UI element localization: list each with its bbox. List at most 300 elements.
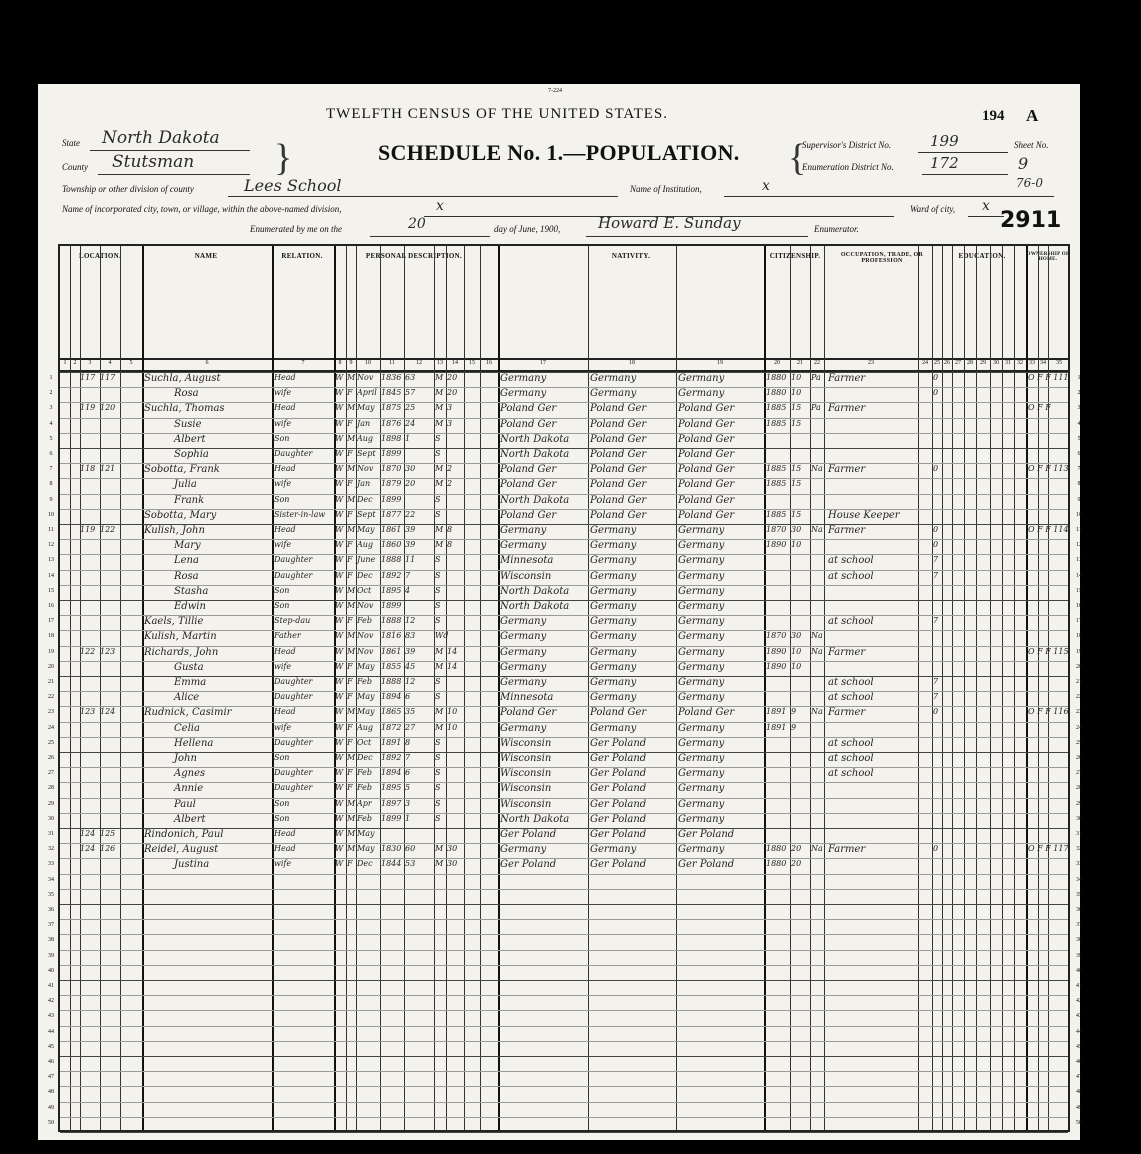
column-number: 8	[338, 360, 342, 366]
ward-label: Ward of city,	[910, 204, 956, 214]
column-number: 29	[980, 360, 986, 366]
cell-color: W	[335, 692, 344, 702]
row-number: 31	[1076, 831, 1082, 837]
row-number: 3	[49, 405, 53, 412]
cell-res: 9	[791, 722, 797, 732]
cell-month: Dec	[357, 494, 373, 504]
cell-mar: M	[435, 844, 444, 854]
row-number: 13	[1076, 557, 1082, 564]
row-number: 46	[48, 1059, 54, 1065]
cell-rel: Son	[274, 433, 290, 443]
cell-mar: S	[435, 753, 441, 762]
cell-rel: Head	[274, 373, 296, 382]
cell-year: 1830	[381, 844, 402, 854]
cell-rel: Head	[274, 829, 296, 838]
column-number: 10	[365, 360, 371, 366]
cell-mar: M	[435, 388, 444, 398]
cell-color: W	[335, 737, 344, 747]
row-number: 45	[1076, 1043, 1082, 1050]
cell-rel: Daughter	[274, 768, 313, 778]
cell-mother: Germany	[678, 677, 725, 688]
row-number: 27	[1076, 770, 1082, 777]
column-number: 9	[349, 360, 353, 366]
institution-label: Name of Institution,	[630, 184, 702, 194]
cell-sex: M	[347, 753, 356, 762]
column-number: 15	[469, 360, 475, 366]
cell-sex: M	[347, 585, 356, 595]
row-number: 28	[1076, 785, 1082, 792]
cell-father: Germany	[590, 692, 637, 704]
row-number: 10	[48, 511, 54, 518]
row-number: 29	[48, 800, 54, 807]
cell-occ: House Keeper	[828, 509, 900, 521]
cell-name: Stasha	[174, 585, 209, 597]
column-number: 17	[540, 360, 546, 366]
cell-occ: Farmer	[828, 525, 866, 536]
cell-mother: Poland Ger	[678, 464, 735, 476]
row-number: 16	[1076, 603, 1082, 609]
cell-imm: 1885	[766, 403, 787, 413]
cell-year: 1894	[381, 768, 402, 778]
cell-name: Lena	[174, 555, 199, 567]
cell-month: May	[357, 692, 375, 702]
cell-mar: M	[435, 859, 444, 869]
cell-yrs: 14	[447, 646, 458, 656]
cell-father: Ger Poland	[590, 737, 647, 749]
column-number: 12	[416, 360, 422, 366]
township-label: Township or other division of county	[62, 184, 194, 194]
row-number: 50	[1076, 1119, 1082, 1126]
cell-sex: M	[347, 403, 356, 413]
cell-yrs: 2	[447, 479, 453, 489]
cell-birth: North Dakota	[500, 494, 570, 506]
cell-nat: Pa	[811, 373, 821, 382]
cell-color: W	[335, 570, 344, 580]
cell-occ: at school	[828, 616, 874, 628]
cell-sex: M	[347, 798, 356, 808]
cell-father: Germany	[590, 525, 637, 536]
column-number: 5	[129, 360, 133, 366]
cell-name: Rudnick, Casimir	[144, 707, 232, 719]
cell-mother: Germany	[678, 783, 725, 795]
cell-name: Richards, John	[144, 646, 219, 658]
row-number: 23	[1076, 709, 1082, 716]
row-number: 4	[1077, 420, 1081, 427]
cell-age: 39	[405, 646, 416, 656]
cell-name: Rosa	[174, 570, 199, 582]
cell-res: 20	[791, 844, 802, 854]
institution-value: x	[762, 178, 770, 194]
cell-mar: S	[435, 509, 441, 519]
cell-mother: Germany	[678, 555, 725, 567]
cell-mother: Germany	[678, 631, 725, 643]
cell-month: Nov	[357, 646, 374, 656]
cell-sex: F	[347, 859, 353, 869]
cell-sex: F	[347, 616, 353, 626]
cell-color: W	[335, 798, 344, 808]
cell-name: Emma	[174, 677, 207, 688]
cell-name: Gusta	[174, 661, 204, 673]
row-number: 42	[1076, 998, 1082, 1005]
cell-birth: Wisconsin	[500, 783, 552, 795]
cell-rel: wife	[274, 388, 292, 398]
cell-year: 1891	[381, 737, 402, 747]
row-number: 40	[48, 967, 54, 974]
cell-month: May	[357, 844, 375, 854]
cell-sex: M	[347, 829, 356, 838]
cell-occ: Farmer	[828, 373, 866, 384]
cell-birth: Germany	[500, 631, 547, 643]
row-number: 49	[48, 1104, 54, 1111]
cell-age: 63	[405, 373, 416, 382]
enumerator-signature: Howard E. Sunday	[598, 214, 741, 232]
cell-imm: 1890	[766, 646, 787, 656]
cell-rel: wife	[274, 418, 292, 428]
cell-edu: 7	[933, 555, 939, 565]
cell-name: Sobotta, Frank	[144, 464, 220, 476]
row-number: 29	[1076, 800, 1082, 807]
cell-name: Edwin	[174, 601, 206, 612]
cell-occ: Farmer	[828, 707, 866, 719]
cell-nat: Na	[811, 464, 823, 474]
cell-age: 24	[405, 418, 416, 428]
cell-age: 60	[405, 844, 416, 854]
cell-color: W	[335, 449, 344, 458]
row-number: 33	[1076, 861, 1082, 868]
cell-year: 1899	[381, 813, 402, 823]
cell-father: Poland Ger	[590, 418, 647, 430]
cell-own: O F F 113	[1028, 464, 1069, 474]
row-number: 30	[1076, 815, 1082, 822]
column-number: 23	[868, 360, 874, 366]
row-number: 26	[1076, 755, 1082, 761]
cell-age: 22	[405, 509, 416, 519]
row-number: 39	[48, 952, 54, 959]
cell-name: Julia	[174, 479, 197, 491]
cell-sex: F	[347, 388, 353, 398]
cell-color: W	[335, 540, 344, 550]
incorporated-value: x	[436, 198, 444, 214]
cell-fam: 121	[100, 464, 116, 474]
enumeration-label: Enumeration District No.	[802, 162, 894, 172]
enumerated-day: 20	[408, 216, 426, 232]
column-number: 7	[301, 360, 305, 366]
cell-yrs: 30	[447, 859, 458, 869]
cell-own: O F F 114	[1028, 525, 1069, 534]
cell-month: Feb	[357, 677, 372, 686]
cell-father: Germany	[590, 601, 637, 612]
cell-occ: at school	[828, 768, 874, 780]
cell-name: Kulish, John	[144, 525, 205, 536]
cell-rel: wife	[274, 479, 292, 489]
cell-mar: S	[435, 585, 441, 595]
row-number: 7	[49, 466, 53, 473]
cell-sex: F	[347, 570, 353, 580]
cell-father: Germany	[590, 373, 637, 384]
cell-imm: 1885	[766, 464, 787, 474]
cell-dw: 119	[80, 525, 96, 534]
cell-month: Oct	[357, 737, 372, 747]
cell-month: Aug	[357, 433, 374, 443]
cell-yrs: 8	[447, 525, 453, 534]
cell-name: Alice	[174, 692, 200, 704]
cell-rel: Head	[274, 707, 296, 717]
cell-res: 10	[791, 373, 802, 382]
column-number: 22	[814, 360, 820, 366]
cell-mar: M	[435, 373, 444, 382]
cell-age: 5	[405, 783, 411, 793]
cell-edu: 0	[933, 707, 939, 717]
cell-rel: Son	[274, 753, 290, 762]
row-number: 18	[48, 633, 54, 640]
cell-month: Jan	[357, 418, 371, 428]
row-number: 36	[1076, 907, 1082, 913]
cell-fam: 126	[100, 844, 116, 854]
cell-birth: Wisconsin	[500, 753, 552, 764]
cell-father: Germany	[590, 646, 637, 658]
row-number: 7	[1077, 466, 1081, 473]
cell-birth: Germany	[500, 646, 547, 658]
census-title: TWELFTH CENSUS OF THE UNITED STATES.	[326, 106, 669, 122]
cell-year: 1836	[381, 373, 402, 382]
cell-age: 39	[405, 540, 416, 550]
cell-name: Annie	[174, 783, 204, 795]
cell-mother: Poland Ger	[678, 494, 735, 506]
cell-mother: Germany	[678, 540, 725, 552]
row-number: 46	[1076, 1059, 1082, 1065]
form-number: 7-224	[548, 88, 562, 94]
cell-sex: M	[347, 433, 356, 443]
cell-father: Poland Ger	[590, 433, 647, 445]
cell-edu: 7	[933, 677, 939, 686]
cell-birth: North Dakota	[500, 813, 570, 825]
row-number: 40	[1076, 967, 1082, 974]
cell-color: W	[335, 768, 344, 778]
cell-mar: M	[435, 646, 444, 656]
cell-father: Germany	[590, 661, 637, 673]
cell-color: W	[335, 646, 344, 656]
cell-color: W	[335, 555, 344, 565]
row-number: 20	[48, 663, 54, 670]
row-number: 20	[1076, 663, 1082, 670]
row-number: 12	[48, 542, 54, 549]
cell-mother: Germany	[678, 373, 725, 384]
row-number: 32	[1076, 846, 1082, 853]
cell-father: Poland Ger	[590, 449, 647, 460]
cell-month: Feb	[357, 616, 372, 626]
cell-color: W	[335, 859, 344, 869]
cell-sex: M	[347, 373, 356, 382]
cell-age: 3	[405, 798, 411, 808]
cell-year: 1888	[381, 616, 402, 626]
header-personal: PERSONAL DESCRIPTION.	[365, 252, 463, 260]
row-number: 41	[1076, 983, 1082, 989]
cell-name: Rosa	[174, 388, 199, 400]
cell-color: W	[335, 433, 344, 443]
cell-res: 15	[791, 418, 802, 428]
cell-father: Germany	[590, 631, 637, 643]
cell-imm: 1885	[766, 479, 787, 489]
cell-birth: Ger Poland	[500, 859, 557, 871]
cell-sex: F	[347, 418, 353, 428]
cell-name: Paul	[174, 798, 196, 810]
row-number: 1	[1077, 375, 1081, 381]
cell-fam: 120	[100, 403, 116, 413]
cell-age: 83	[405, 631, 416, 641]
cell-dw: 122	[80, 646, 96, 656]
row-number: 12	[1076, 542, 1082, 549]
header-education: EDUCATION.	[958, 252, 1006, 260]
row-number: 23	[48, 709, 54, 716]
cell-rel: Son	[274, 601, 290, 610]
cell-father: Germany	[590, 585, 637, 597]
cell-month: May	[357, 661, 375, 671]
cell-birth: Wisconsin	[500, 768, 552, 780]
header-location: LOCATION.	[78, 252, 122, 260]
cell-mother: Poland Ger	[678, 449, 735, 460]
cell-birth: Germany	[500, 844, 547, 856]
cell-color: W	[335, 829, 344, 838]
cell-sex: M	[347, 631, 356, 641]
cell-age: 7	[405, 570, 411, 580]
cell-birth: Wisconsin	[500, 737, 552, 749]
cell-mother: Poland Ger	[678, 433, 735, 445]
column-number: 24	[922, 360, 928, 366]
cell-year: 1872	[381, 722, 402, 732]
cell-month: Dec	[357, 859, 373, 869]
cell-year: 1888	[381, 555, 402, 565]
row-number: 38	[1076, 937, 1082, 944]
row-number: 27	[48, 770, 54, 777]
cell-father: Ger Poland	[590, 829, 647, 840]
column-number: 6	[205, 360, 209, 366]
cell-color: W	[335, 464, 344, 474]
cell-father: Germany	[590, 844, 637, 856]
cell-res: 9	[791, 707, 797, 717]
cell-father: Germany	[590, 570, 637, 582]
cell-edu: 0	[933, 844, 939, 854]
cell-res: 10	[791, 646, 802, 656]
header-name: NAME	[194, 252, 218, 260]
column-number: 28	[967, 360, 973, 366]
row-number: 33	[48, 861, 54, 868]
row-number: 37	[1076, 922, 1082, 929]
cell-mother: Germany	[678, 844, 725, 856]
row-number: 48	[48, 1089, 54, 1096]
cell-birth: Poland Ger	[500, 509, 557, 521]
cell-mar: M	[435, 464, 444, 474]
cell-edu: 0	[933, 540, 939, 550]
row-number: 48	[1076, 1089, 1082, 1096]
cell-own: O F F	[1028, 403, 1051, 413]
cell-occ: at school	[828, 570, 874, 582]
cell-father: Ger Poland	[590, 798, 647, 810]
cell-age: 39	[405, 525, 416, 534]
cell-imm: 1890	[766, 540, 787, 550]
cell-birth: Germany	[500, 616, 547, 628]
cell-name: Albert	[174, 433, 206, 445]
cell-year: 1861	[381, 525, 402, 534]
cell-rel: Head	[274, 464, 296, 474]
cell-yrs: 2	[447, 464, 453, 474]
row-number: 39	[1076, 952, 1082, 959]
cell-age: 1	[405, 813, 411, 823]
row-number: 34	[1076, 876, 1082, 883]
cell-age: 20	[405, 479, 416, 489]
state-label: State	[62, 138, 80, 148]
column-number: 1	[63, 360, 67, 366]
cell-mother: Germany	[678, 768, 725, 780]
row-number: 17	[1076, 618, 1082, 625]
column-number: 34	[1040, 360, 1046, 366]
header-citizenship: CITIZENSHIP.	[769, 252, 821, 260]
cell-mother: Germany	[678, 616, 725, 628]
cell-rel: Head	[274, 844, 296, 854]
row-number: 24	[1076, 724, 1082, 731]
cell-edu: 7	[933, 692, 939, 702]
cell-father: Ger Poland	[590, 768, 647, 780]
cell-imm: 1890	[766, 661, 787, 671]
cell-year: 1899	[381, 494, 402, 504]
cell-edu: 0	[933, 464, 939, 474]
cell-mother: Germany	[678, 525, 725, 536]
header-ownership: OWNERSHIP OF HOME.	[1026, 252, 1070, 262]
row-number: 21	[1076, 679, 1082, 685]
cell-mother: Ger Poland	[678, 859, 735, 871]
cell-mar: S	[435, 813, 441, 823]
row-number: 43	[1076, 1013, 1082, 1020]
cell-birth: Minnesota	[500, 692, 554, 704]
cell-birth: North Dakota	[500, 601, 570, 612]
cell-mother: Germany	[678, 661, 725, 673]
cell-year: 1875	[381, 403, 402, 413]
cell-mother: Germany	[678, 585, 725, 597]
cell-name: Justina	[174, 859, 210, 871]
cell-rel: Sister-in-law	[274, 509, 326, 519]
cell-sex: F	[347, 677, 353, 686]
cell-mother: Germany	[678, 601, 725, 612]
row-number: 21	[48, 679, 54, 685]
cell-month: Apr	[357, 798, 372, 808]
row-number: 10	[1076, 511, 1082, 518]
cell-name: Frank	[174, 494, 205, 506]
cell-yrs: 30	[447, 844, 458, 854]
row-number: 50	[48, 1119, 54, 1126]
cell-mar: S	[435, 677, 441, 686]
cell-yrs: 3	[447, 418, 453, 428]
cell-month: Sept	[357, 509, 376, 519]
cell-rel: Head	[274, 403, 296, 413]
cell-dw: 124	[80, 844, 96, 854]
cell-color: W	[335, 753, 344, 762]
cell-res: 10	[791, 388, 802, 398]
cell-mother: Poland Ger	[678, 403, 735, 415]
census-sheet	[38, 84, 1080, 1140]
right-brace: {	[788, 137, 807, 179]
row-number: 16	[48, 603, 54, 609]
cell-yrs: 20	[447, 388, 458, 398]
cell-name: Suchla, Thomas	[144, 403, 225, 415]
cell-color: W	[335, 525, 344, 534]
cell-mar: S	[435, 449, 441, 458]
cell-own: O F F 116	[1028, 707, 1069, 717]
cell-sex: F	[347, 737, 353, 747]
cell-rel: wife	[274, 540, 292, 550]
row-number: 8	[1077, 481, 1081, 488]
cell-color: W	[335, 813, 344, 823]
column-number: 31	[1005, 360, 1011, 366]
cell-imm: 1880	[766, 844, 787, 854]
